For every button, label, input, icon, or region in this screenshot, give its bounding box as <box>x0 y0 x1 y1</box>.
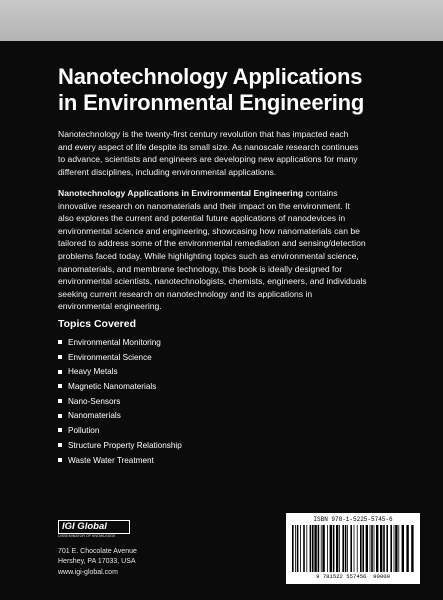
barcode-digits <box>290 573 416 580</box>
barcode-bar <box>398 525 399 572</box>
publisher-address <box>58 547 137 578</box>
barcode-bar <box>297 525 299 572</box>
barcode-bar <box>386 525 388 572</box>
description-line-first <box>58 187 398 200</box>
topics-list <box>58 336 182 468</box>
title-line: Nanotechnology Applications <box>58 64 363 89</box>
topic-item <box>58 409 182 424</box>
topic-label: Environmental Science <box>68 352 152 362</box>
barcode-bar <box>390 525 392 572</box>
barcode-bar <box>314 525 316 572</box>
barcode-number: 9 781522 557456 <box>316 573 367 580</box>
top-gray-band <box>0 0 443 41</box>
publisher-logo-tagline: DISSEMINATOR OF KNOWLEDGE <box>58 534 116 538</box>
barcode-bar <box>411 525 413 572</box>
barcode-bar <box>327 525 328 572</box>
description-line: also explores the current and potential future applications of nanodevices in <box>58 213 346 224</box>
barcode-bar <box>371 525 373 572</box>
topic-item <box>58 336 182 351</box>
bullet-icon <box>58 458 62 462</box>
barcode-bar <box>360 525 362 572</box>
publisher-logo-text: IGI Global <box>58 520 130 534</box>
intro-line: Nanotechnology is the twenty-first century revolution that has impacted each <box>58 129 349 139</box>
book-title-inline: Nanotechnology Applications in Environmental Engineering <box>58 188 304 198</box>
barcode-bar <box>295 525 296 572</box>
barcode-bar <box>330 525 332 572</box>
description-line: seeking current research on nanotechnology and its applications in <box>58 288 313 299</box>
barcode-bar <box>300 525 301 572</box>
publisher-logo <box>58 520 130 540</box>
barcode-bar <box>306 525 307 572</box>
barcode-bar <box>347 525 348 572</box>
bullet-icon <box>58 399 62 403</box>
description-line: nanomaterials, and membrane technology, this book is ideally designed for <box>58 263 343 274</box>
barcode-bar <box>342 525 344 572</box>
barcode-bar <box>366 525 368 572</box>
barcode-bar <box>354 525 355 572</box>
address-line: www.igi-global.com <box>58 568 118 576</box>
description-paragraph <box>58 187 398 313</box>
barcode-bar <box>370 525 371 572</box>
barcode-bar <box>321 525 322 572</box>
barcode-bar <box>362 525 364 572</box>
description-line: problems faced today. While highlighting topics such as environmental science, <box>58 250 359 261</box>
barcode-bar <box>339 525 340 572</box>
intro-paragraph <box>58 128 398 178</box>
topic-label: Nano-Sensors <box>68 396 121 406</box>
barcode-bar <box>380 525 382 572</box>
topic-item <box>58 351 182 366</box>
barcode-bar <box>357 525 358 572</box>
topic-item <box>58 365 182 380</box>
title-line: in Environmental Engineering <box>58 90 365 115</box>
barcode-bar <box>292 525 294 572</box>
barcode-bar <box>383 525 385 572</box>
description-line: environmental scientists, nanotechnologists, chemists, engineers, and individuals <box>58 276 367 287</box>
topic-item <box>58 454 182 469</box>
topic-label: Structure Property Relationship <box>68 440 182 450</box>
barcode-bar <box>336 525 338 572</box>
intro-line: different disciplines, including environmental applications. <box>58 166 277 177</box>
topic-label: Waste Water Treatment <box>68 455 154 465</box>
bullet-icon <box>58 443 62 447</box>
bullet-icon <box>58 355 62 359</box>
address-line: 701 E. Chocolate Avenue <box>58 548 137 555</box>
price-code: 90000 <box>373 573 390 580</box>
topic-label: Pollution <box>68 426 100 436</box>
barcode-bar <box>406 525 408 572</box>
barcode-graphic <box>292 525 414 572</box>
description-line-rest: contains <box>303 188 338 198</box>
bullet-icon <box>58 340 62 344</box>
topic-item <box>58 395 182 410</box>
barcode-bar <box>312 525 314 572</box>
isbn-barcode <box>286 513 420 584</box>
barcode-bar <box>402 525 404 572</box>
bullet-icon <box>58 384 62 388</box>
bullet-icon <box>58 370 62 374</box>
bullet-icon <box>58 414 62 418</box>
topic-label: Heavy Metals <box>68 367 118 377</box>
description-line: environmental engineering. <box>58 301 162 312</box>
isbn-label: ISBN 978-1-5225-5745-6 <box>313 516 393 523</box>
topic-item <box>58 424 182 439</box>
topic-label: Magnetic Nanomaterials <box>68 382 157 392</box>
intro-line: to advance, scientists and engineers are developing new applications for many <box>58 154 358 165</box>
description-line: innovative research on nanomaterials and their impact on the environment. It <box>58 200 350 211</box>
barcode-bar <box>345 525 347 572</box>
address-line: Hershey, PA 17033, USA <box>58 558 136 566</box>
barcode-bar <box>303 525 305 572</box>
description-line: environmental science and engineering, showcasing how nanomaterials can be <box>58 225 360 236</box>
barcode-bars <box>292 525 414 572</box>
topics-heading: Topics Covered <box>58 318 136 330</box>
topic-item <box>58 439 182 454</box>
barcode-bar <box>395 525 397 572</box>
bullet-icon <box>58 428 62 432</box>
topic-label: Environmental Monitoring <box>68 338 161 347</box>
barcode-bar <box>310 525 312 572</box>
barcode-bar <box>322 525 324 572</box>
barcode-bar <box>394 525 395 572</box>
barcode-bar <box>333 525 335 572</box>
book-title <box>58 64 398 116</box>
barcode-bar <box>318 525 320 572</box>
topic-item <box>58 380 182 395</box>
description-line: tailored to address some of the environmental remediation and sensing/detection <box>58 238 366 249</box>
barcode-bar <box>350 525 352 572</box>
intro-line: and every aspect of life despite its small size. As nanoscale research continues <box>58 141 359 152</box>
barcode-bar <box>376 525 378 572</box>
barcode-bar <box>374 525 375 572</box>
topic-label: Nanomaterials <box>68 411 121 421</box>
